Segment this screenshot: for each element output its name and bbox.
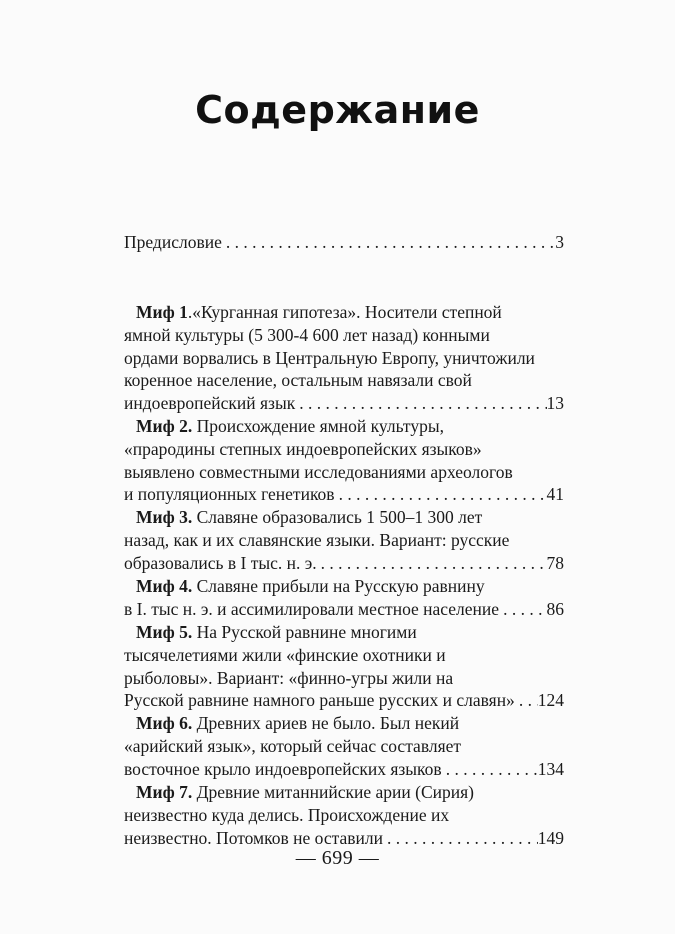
- toc-page-number: 149: [537, 827, 564, 848]
- toc-entry-myth-7: [124, 781, 564, 849]
- toc-page-number: 78: [546, 552, 564, 573]
- toc-page-number: 3: [555, 232, 564, 252]
- toc-entry-myth-3: [124, 506, 564, 574]
- toc-entry-myth-2: [124, 415, 564, 506]
- entry-text: «арийский язык», который сейчас составляет: [124, 735, 462, 756]
- entry-text: Древние митаннийские арии (Сирия): [192, 782, 474, 802]
- entry-text: Древних ариев не было. Был некий: [192, 713, 460, 733]
- page-number: — 699 —: [295, 847, 380, 869]
- entry-text: Славяне прибыли на Русскую равнину: [192, 576, 485, 596]
- entry-text: тысячелетиями жили «финские охотники и: [124, 644, 446, 665]
- entry-text: «прародины степных индоевропейских языков»: [124, 438, 482, 459]
- entry-text: Русской равнине намного раньше русских и славян»: [124, 690, 515, 711]
- myth-label: Миф 1: [136, 302, 188, 322]
- toc-page-number: 134: [537, 758, 564, 779]
- toc-preface-label: Предисловие: [124, 232, 222, 252]
- page-title: Содержание: [195, 88, 480, 132]
- entry-text: .«Курганная гипотеза». Носители степной: [187, 302, 502, 322]
- entry-text: неизвестно куда делись. Происхождение их: [124, 804, 450, 825]
- entry-text: восточное крыло индоевропейских языков: [124, 758, 442, 779]
- entry-text: рыболовы». Вариант: «финно-угры жили на: [124, 667, 454, 688]
- myth-label: Миф 2.: [136, 416, 193, 436]
- leader-dots: [317, 552, 547, 575]
- leader-dots: [383, 827, 538, 850]
- entry-text: ямной культуры (5 300-4 600 лет назад) конными: [124, 324, 490, 345]
- entry-text: На Русской равнине многими: [192, 622, 417, 642]
- toc-page-number: 41: [546, 484, 564, 505]
- entry-text: в I. тыс н. э. и ассимилировали местное население: [124, 598, 500, 619]
- myth-label: Миф 3.: [136, 507, 193, 527]
- leader-dots: [295, 392, 546, 415]
- myth-label: Миф 5.: [136, 622, 193, 642]
- toc-page-number: 124: [537, 690, 564, 711]
- toc-page-number: 13: [546, 393, 564, 414]
- entry-text: выявлено совместными исследованиями археологов: [124, 461, 513, 482]
- leader-dots: [335, 483, 547, 506]
- leader-dots: [499, 598, 546, 621]
- entry-text: коренное население, остальным навязали свой: [124, 370, 472, 391]
- entry-text: Славяне образовались 1 500–1 300 лет: [192, 507, 483, 527]
- toc-entry-myth-6: [124, 712, 564, 780]
- entry-text: ордами ворвались в Центральную Европу, уничтожили: [124, 347, 535, 368]
- entry-text: неизвестно. Потомков не оставили: [124, 827, 383, 848]
- toc-page-number: 86: [546, 598, 564, 619]
- entry-text: индоевропейский язык: [124, 393, 296, 414]
- myth-label: Миф 6.: [136, 713, 193, 733]
- myth-label: Миф 4.: [136, 576, 193, 596]
- entry-text: и популяционных генетиков: [124, 484, 335, 505]
- entry-text: назад, как и их славянские языки. Вариант: русские: [124, 529, 510, 550]
- leader-dots: [442, 758, 538, 781]
- entry-text: Происхождение ямной культуры,: [192, 416, 444, 436]
- toc-entry-myth-5: [124, 621, 564, 712]
- leader-dots: [515, 689, 538, 712]
- toc-entry-myth-4: [124, 575, 564, 621]
- entry-text: образовались в I тыс. н. э.: [124, 552, 317, 573]
- toc-preface: [124, 231, 564, 254]
- toc-entry-myth-1: [124, 301, 564, 415]
- myth-label: Миф 7.: [136, 782, 193, 802]
- leader-dots: [222, 231, 555, 254]
